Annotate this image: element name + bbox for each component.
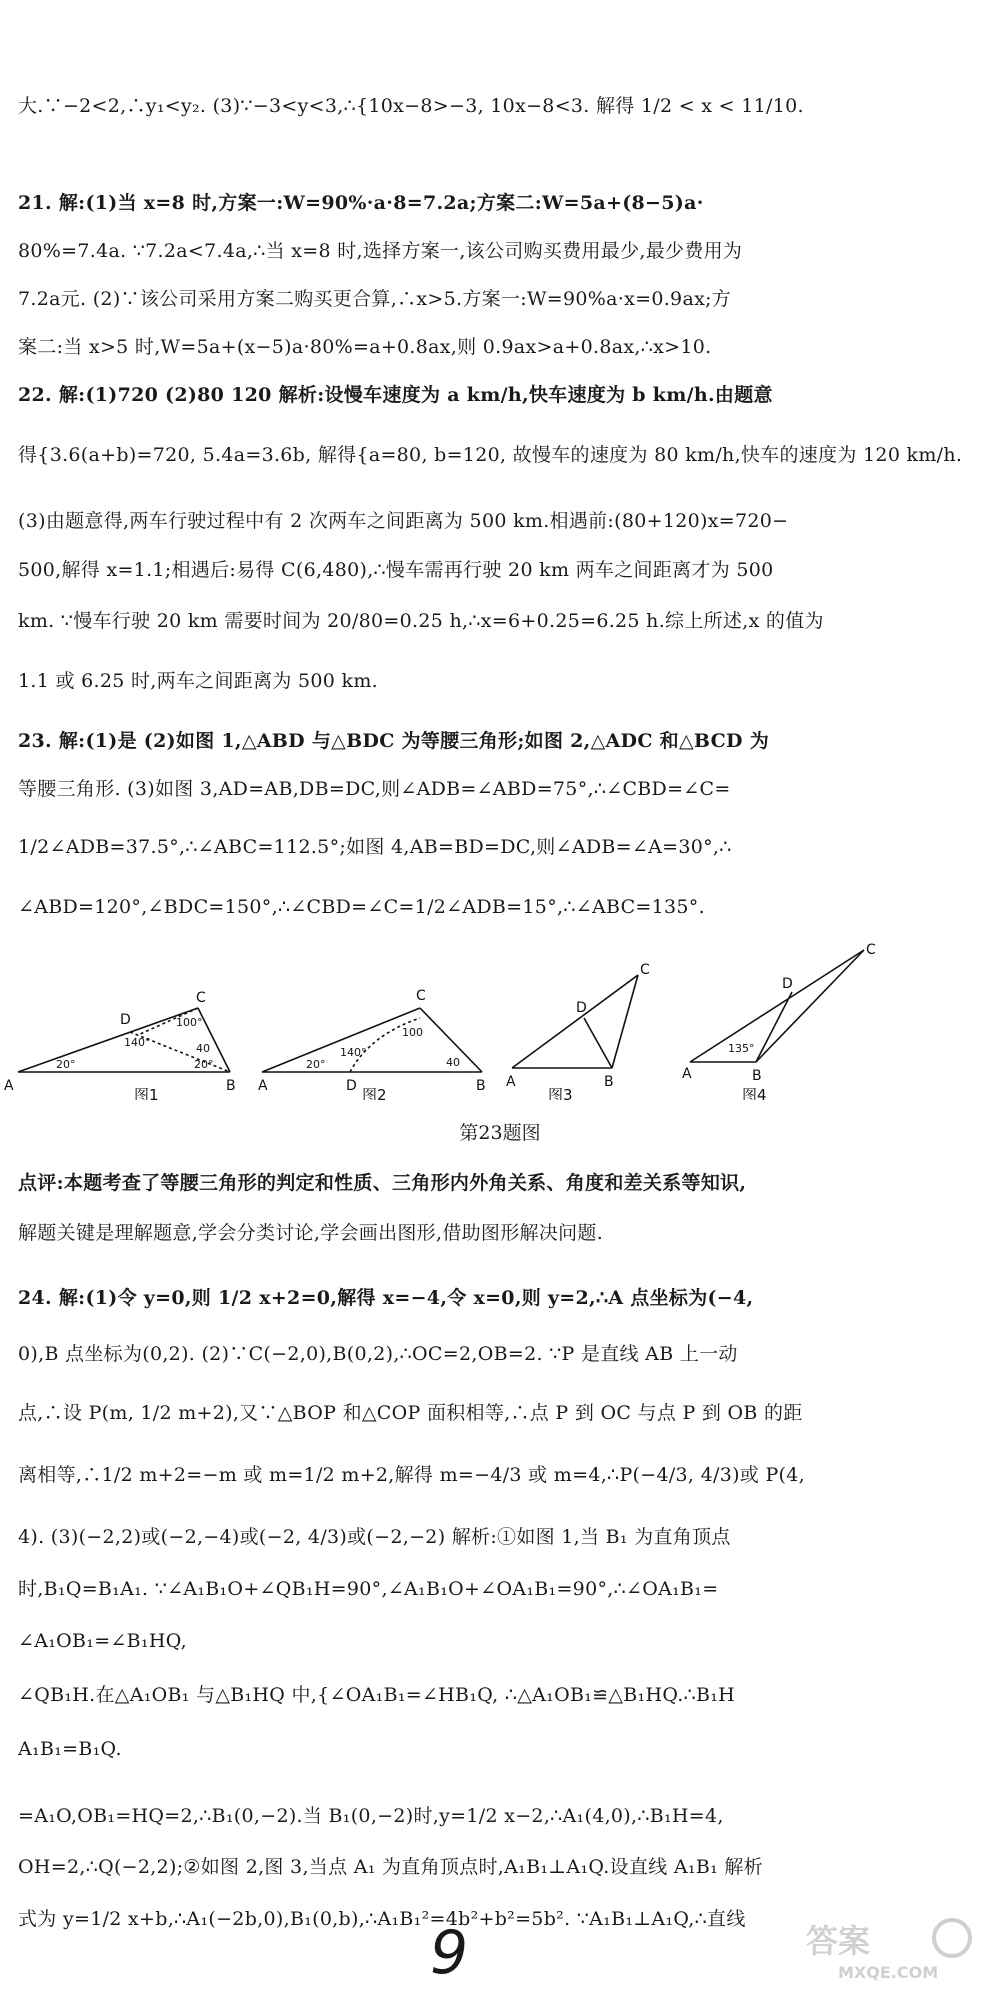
fig3-label-c: C xyxy=(640,962,650,978)
text-line: 大.∵−2<2,∴y₁<y₂. (3)∵−3<y<3,∴{10x−8>−3, 10x−8<3. 解得 1/2 < x < 11/10. xyxy=(18,95,804,117)
fig2-caption: 图2 xyxy=(362,1086,387,1100)
fig1-angle-1: 20° xyxy=(56,1058,76,1071)
text-line: ∠ABD=120°,∠BDC=150°,∴∠CBD=∠C=1/2∠ADB=15°,∴∠ABC=135°. xyxy=(18,896,705,918)
fig3-label-a: A xyxy=(506,1074,516,1090)
text-line: 80%=7.4a. ∵7.2a<7.4a,∴当 x=8 时,选择方案一,该公司购买费用最少,最少费用为 xyxy=(18,240,743,262)
page-number: 9 xyxy=(430,1918,469,1988)
fig3-label-b: B xyxy=(604,1074,614,1090)
text-line: 解题关键是理解题意,学会分类讨论,学会画出图形,借助图形解决问题. xyxy=(18,1222,604,1244)
text-line: =A₁O,OB₁=HQ=2,∴B₁(0,−2).当 B₁(0,−2)时,y=1/2 x−2,∴A₁(4,0),∴B₁H=4, xyxy=(18,1805,724,1827)
fig2-angle-1: 20° xyxy=(306,1058,326,1071)
text-line: (3)由题意得,两车行驶过程中有 2 次两车之间距离为 500 km.相遇前:(80+120)x=720− xyxy=(18,510,789,532)
fig1-angle-4: 100° xyxy=(176,1016,203,1029)
fig2-label-d: D xyxy=(346,1078,357,1094)
text-line: 0),B 点坐标为(0,2). (2)∵C(−2,0),B(0,2),∴OC=2,OB=2. ∵P 是直线 AB 上一动 xyxy=(18,1343,738,1365)
fig2-label-a: A xyxy=(258,1078,268,1094)
fig4-label-c: C xyxy=(866,942,876,958)
text-line: 得{3.6(a+b)=720, 5.4a=3.6b, 解得{a=80, b=120, 故慢车的速度为 80 km/h,快车的速度为 120 km/h. xyxy=(18,444,963,466)
text-line: 22. 解:(1)720 (2)80 120 解析:设慢车速度为 a km/h,快车速度为 b km/h.由题意 xyxy=(18,384,773,406)
text-line: 点评:本题考查了等腰三角形的判定和性质、三角形内外角关系、角度和差关系等知识, xyxy=(18,1172,747,1194)
figure-row xyxy=(0,940,1000,1100)
fig4-caption: 图4 xyxy=(742,1086,767,1100)
text-line: km. ∵慢车行驶 20 km 需要时间为 20/80=0.25 h,∴x=6+0.25=6.25 h.综上所述,x 的值为 xyxy=(18,610,824,632)
fig3-label-d: D xyxy=(576,1000,587,1016)
svg-text:答案: 答案 xyxy=(806,1922,871,1960)
text-line: 离相等,∴1/2 m+2=−m 或 m=1/2 m+2,解得 m=−4/3 或 m=4,∴P(−4/3, 4/3)或 P(4, xyxy=(18,1464,805,1486)
text-line: 7.2a元. (2)∵该公司采用方案二购买更合算,∴x>5.方案一:W=90%a·x=0.9ax;方 xyxy=(18,288,732,310)
text-line: 500,解得 x=1.1;相遇后:易得 C(6,480),∴慢车需再行驶 20 km 两车之间距离才为 500 xyxy=(18,559,774,581)
fig3-caption: 图3 xyxy=(548,1086,573,1100)
fig4-label-d: D xyxy=(782,976,793,992)
fig1-label-d: D xyxy=(120,1012,131,1028)
text-line: A₁B₁=B₁Q. xyxy=(18,1738,122,1760)
text-line: 式为 y=1/2 x+b,∴A₁(−2b,0),B₁(0,b),∴A₁B₁²=4b²+b²=5b². ∵A₁B₁⊥A₁Q,∴直线 xyxy=(18,1908,746,1930)
fig1-angle-5: 20° xyxy=(194,1058,214,1071)
text-line: 时,B₁Q=B₁A₁. ∵∠A₁B₁O+∠QB₁H=90°,∠A₁B₁O+∠OA₁B₁=90°,∴∠OA₁B₁= xyxy=(18,1578,719,1600)
text-line: 23. 解:(1)是 (2)如图 1,△ABD 与△BDC 为等腰三角形;如图 2,△ADC 和△BCD 为 xyxy=(18,730,770,752)
fig1-label-a: A xyxy=(4,1078,14,1094)
fig2-label-c: C xyxy=(416,988,426,1004)
fig2-angle-3: 100 xyxy=(402,1026,423,1039)
figure-3 xyxy=(512,975,638,1068)
fig4-angle-1: 135° xyxy=(728,1042,755,1055)
figure-4 xyxy=(690,950,864,1062)
fig1-label-b: B xyxy=(226,1078,236,1094)
fig1-angle-2: 140° xyxy=(124,1036,151,1049)
text-line: 案二:当 x>5 时,W=5a+(x−5)a·80%=a+0.8ax,则 0.9ax>a+0.8ax,∴x>10. xyxy=(18,336,712,358)
text-line: ∠QB₁H.在△A₁OB₁ 与△B₁HQ 中,{∠OA₁B₁=∠HB₁Q, ∴△A₁OB₁≌△B₁HQ.∴B₁H xyxy=(18,1684,736,1706)
text-line: 24. 解:(1)令 y=0,则 1/2 x+2=0,解得 x=−4,令 x=0,则 y=2,∴A 点坐标为(−4, xyxy=(18,1287,754,1309)
fig1-caption: 图1 xyxy=(134,1086,159,1100)
fig1-label-c: C xyxy=(196,990,206,1006)
fig4-label-b: B xyxy=(752,1068,762,1084)
fig4-label-a: A xyxy=(682,1066,692,1082)
text-line: 1.1 或 6.25 时,两车之间距离为 500 km. xyxy=(18,670,378,692)
text-line: 1/2∠ADB=37.5°,∴∠ABC=112.5°;如图 4,AB=BD=DC,则∠ADB=∠A=30°,∴ xyxy=(18,836,732,858)
fig2-label-b: B xyxy=(476,1078,486,1094)
text-line: ∠A₁OB₁=∠B₁HQ, xyxy=(18,1630,187,1652)
text-line: 4). (3)(−2,2)或(−2,−4)或(−2, 4/3)或(−2,−2) 解析:①如图 1,当 B₁ 为直角顶点 xyxy=(18,1526,731,1548)
text-line: 等腰三角形. (3)如图 3,AD=AB,DB=DC,则∠ADB=∠ABD=75°,∴∠CBD=∠C= xyxy=(18,778,731,800)
fig2-angle-2: 140° xyxy=(340,1046,367,1059)
text-line: OH=2,∴Q(−2,2);②如图 2,图 3,当点 A₁ 为直角顶点时,A₁B₁⊥A₁Q.设直线 A₁B₁ 解析 xyxy=(18,1856,763,1878)
text-line: 21. 解:(1)当 x=8 时,方案一:W=90%·a·8=7.2a;方案二:W=5a+(8−5)a· xyxy=(18,192,704,214)
svg-text:MXQE.COM: MXQE.COM xyxy=(838,1963,939,1982)
figure-caption: 第23题图 xyxy=(459,1122,541,1144)
text-line: 点,∴设 P(m, 1/2 m+2),又∵△BOP 和△COP 面积相等,∴点 P 到 OC 与点 P 到 OB 的距 xyxy=(18,1402,803,1424)
watermark-logo xyxy=(802,1914,972,1984)
fig2-angle-4: 40 xyxy=(446,1056,460,1069)
fig1-angle-3: 40 xyxy=(196,1042,210,1055)
